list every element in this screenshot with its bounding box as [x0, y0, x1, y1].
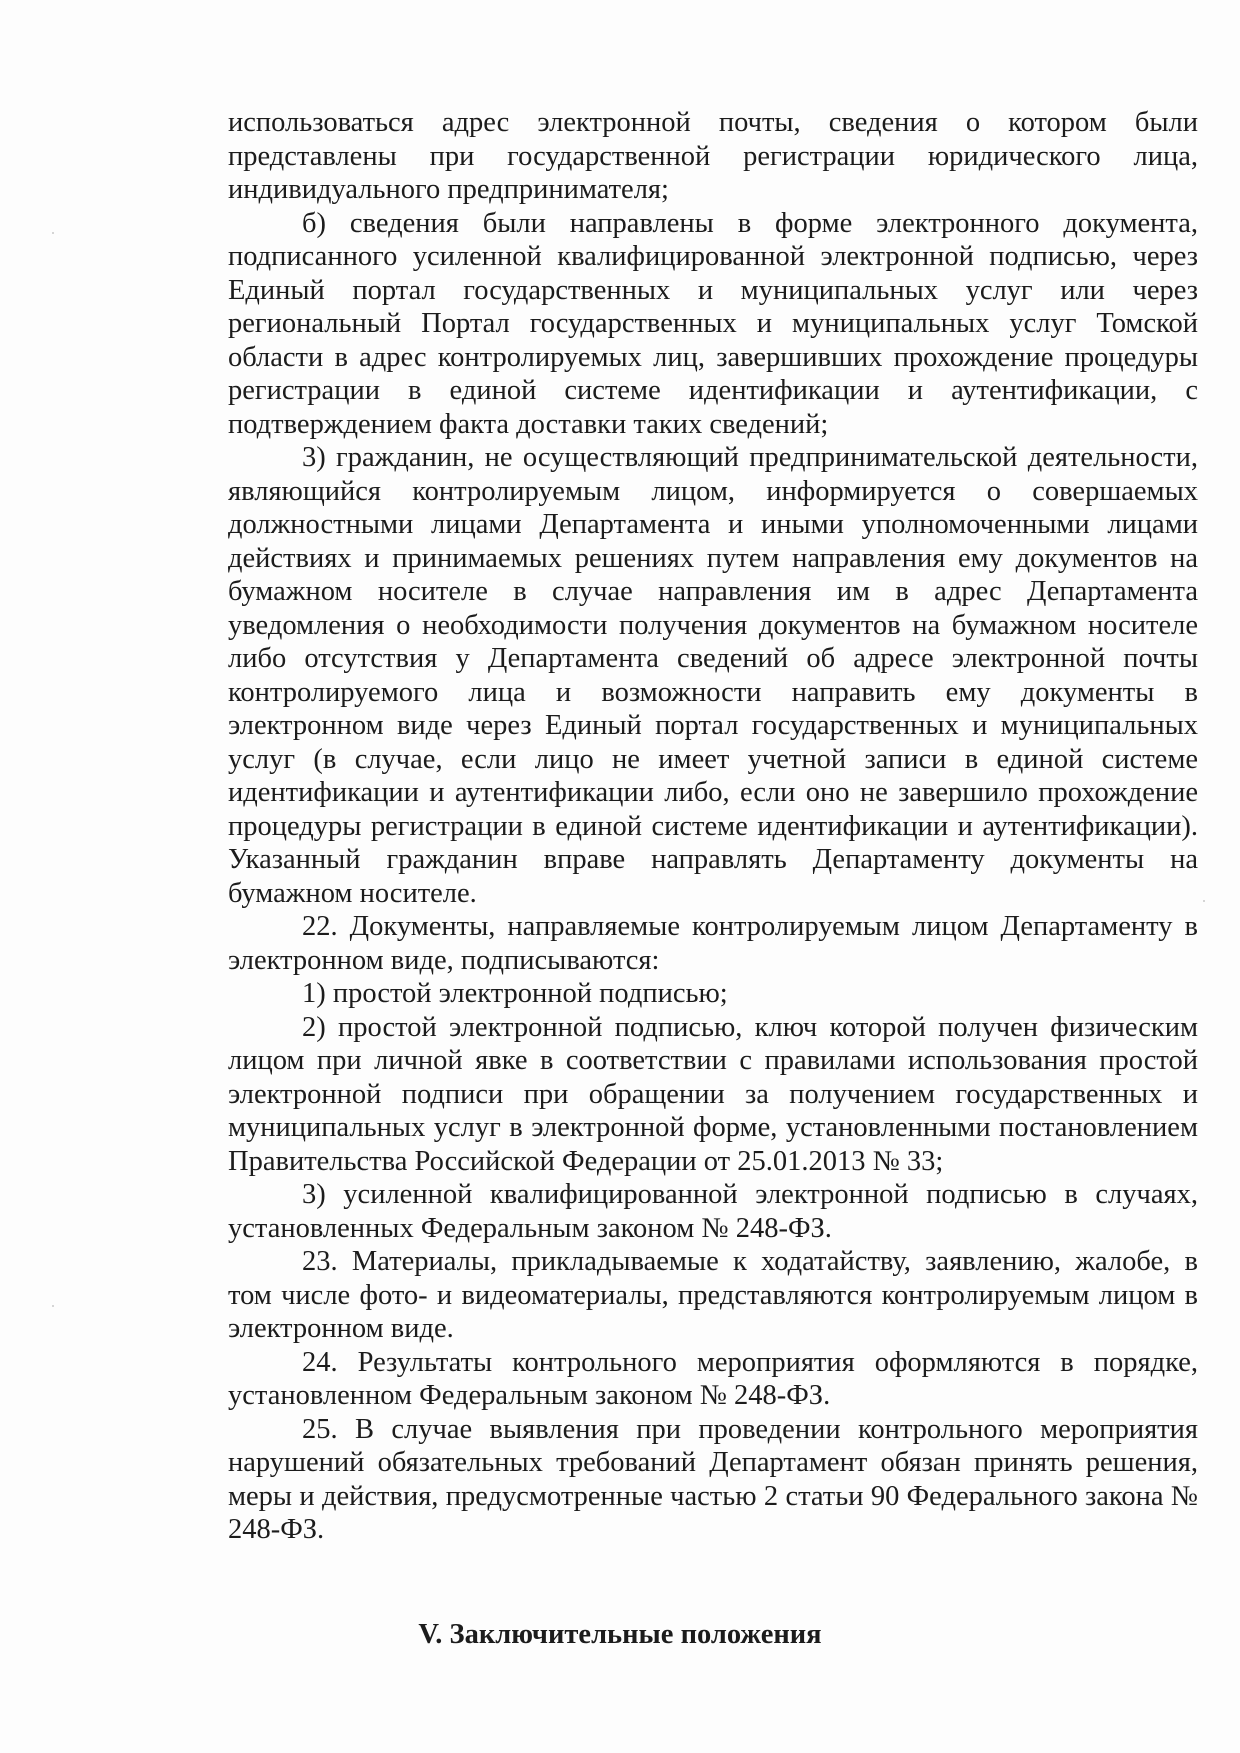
paragraph-25: 25. В случае выявления при проведении контрольного мероприятия нарушений обязательных требований Департамент обязан принять решения, меры и действия, предусмотренные частью 2 статьи 90 Федерального закона № 248-ФЗ. [228, 1413, 1198, 1545]
document-body [228, 106, 1198, 1547]
paragraph-item-b: б) сведения были направлены в форме электронного документа, подписанного усиленной квалифицированной электронной подписью, через Единый портал государственных и муниципальных услуг или через региональный Портал государственных и муниципальных услуг Томской области в адрес контролируемых лиц, завершивших прохождение процедуры регистрации в единой системе идентификации и аутентификации, с подтверждением факта доставки таких сведений; [228, 207, 1198, 440]
paragraph-22-item-2: 2) простой электронной подписью, ключ которой получен физическим лицом при личной явке в соответствии с правилами использования простой электронной подписи при обращении за получением государственных и муниципальных услуг в электронной форме, установленными постановлением Правительства Российской Федерации от 25.01.2013 № 33; [228, 1011, 1198, 1177]
section-heading: V. Заключительные положения [418, 1619, 822, 1650]
scan-speck [1203, 900, 1205, 902]
scan-speck [52, 1305, 54, 1307]
paragraph-continuation: использоваться адрес электронной почты, сведения о котором были представлены при государственной регистрации юридического лица, индивидуального предпринимателя; [228, 107, 1198, 205]
paragraph-22-item-1: 1) простой электронной подписью; [302, 978, 728, 1009]
paragraph-23: 23. Материалы, прикладываемые к ходатайству, заявлению, жалобе, в том числе фото- и видеоматериалы, представляются контролируемым лицом в электронном виде. [228, 1246, 1198, 1344]
paragraph-22-item-3: 3) усиленной квалифицированной электронной подписью в случаях, установленных Федеральным законом № 248-ФЗ. [228, 1179, 1198, 1244]
paragraph-item-3: 3) гражданин, не осуществляющий предпринимательской деятельности, являющийся контролируемым лицом, информируется о совершаемых должностными лицами Департамента и иными уполномоченными лицами действиях и принимаемых решениях путем направления ему документов на бумажном носителе в случае направления им в адрес Департамента уведомления о необходимости получения документов на бумажном носителе либо отсутствия у Департамента сведений об адресе электронной почты контролируемого лица и возможности направить ему документы в электронном виде через Единый портал государственных и муниципальных услуг (в случае, если лицо не имеет учетной записи в единой системе идентификации и аутентификации либо, если оно не завершило прохождение процедуры регистрации в единой системе идентификации и аутентификации). Указанный гражданин вправе направлять Департаменту документы на бумажном носителе. [228, 442, 1198, 909]
scan-speck [52, 232, 54, 234]
paragraph-24: 24. Результаты контрольного мероприятия оформляются в порядке, установленном Федеральным законом № 248-ФЗ. [228, 1346, 1198, 1411]
paragraph-22: 22. Документы, направляемые контролируемым лицом Департаменту в электронном виде, подписываются: [228, 911, 1198, 976]
